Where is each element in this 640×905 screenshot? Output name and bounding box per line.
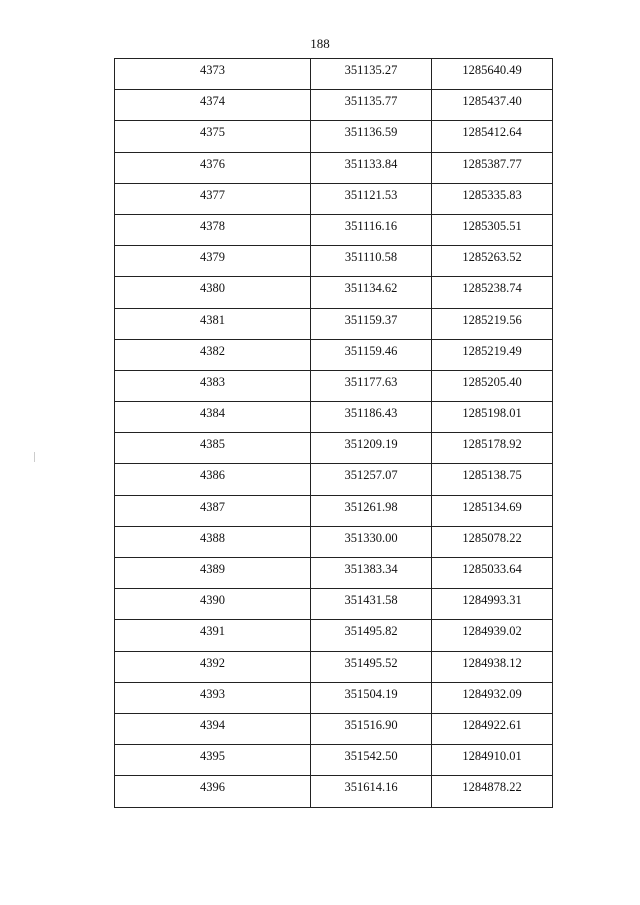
table-row xyxy=(115,402,553,433)
y-coordinate-text: 1285219.56 xyxy=(462,312,522,327)
x-coordinate-text: 351135.27 xyxy=(344,63,398,77)
point-number-text: 4382 xyxy=(200,343,225,358)
x-coordinate-cell xyxy=(311,402,432,433)
point-number-cell xyxy=(115,745,311,776)
x-coordinate-cell xyxy=(311,495,432,526)
y-coordinate-text: 1285238.74 xyxy=(462,281,522,296)
y-coordinate-cell xyxy=(432,308,553,339)
point-number-text: 4389 xyxy=(200,562,225,576)
y-coordinate-text: 1285412.64 xyxy=(462,125,522,140)
x-coordinate-text: 351431.58 xyxy=(344,593,398,608)
y-coordinate-cell xyxy=(432,558,553,589)
y-coordinate-text: 1285640.49 xyxy=(462,63,522,77)
y-coordinate-cell xyxy=(432,152,553,183)
x-coordinate-cell xyxy=(311,526,432,557)
point-number-text: 4374 xyxy=(200,94,225,109)
point-number-cell xyxy=(115,214,311,245)
y-coordinate-text: 1285078.22 xyxy=(462,530,522,545)
y-coordinate-text: 1285387.77 xyxy=(462,156,522,171)
y-coordinate-cell xyxy=(432,651,553,682)
y-coordinate-cell xyxy=(432,464,553,495)
point-number-cell xyxy=(115,651,311,682)
x-coordinate-text: 351177.63 xyxy=(344,374,398,389)
y-coordinate-text: 1285205.40 xyxy=(462,374,522,389)
y-coordinate-text: 1285263.52 xyxy=(462,250,522,265)
x-coordinate-cell xyxy=(311,121,432,152)
margin-mark xyxy=(34,452,35,462)
point-number-text: 4394 xyxy=(200,717,225,732)
x-coordinate-cell xyxy=(311,433,432,464)
point-number-text: 4378 xyxy=(200,218,225,233)
y-coordinate-text: 1285198.01 xyxy=(462,406,522,421)
table-row xyxy=(115,308,553,339)
table-row xyxy=(115,620,553,651)
point-number-text: 4387 xyxy=(200,499,225,514)
point-number-text: 4392 xyxy=(200,655,225,670)
x-coordinate-text: 351134.62 xyxy=(344,281,398,296)
point-number-cell xyxy=(115,495,311,526)
point-number-text: 4395 xyxy=(200,749,225,764)
x-coordinate-text: 351504.19 xyxy=(344,686,398,701)
x-coordinate-cell xyxy=(311,589,432,620)
x-coordinate-cell xyxy=(311,682,432,713)
x-coordinate-text: 351159.46 xyxy=(344,343,398,358)
table-row xyxy=(115,152,553,183)
table-row xyxy=(115,246,553,277)
x-coordinate-cell xyxy=(311,620,432,651)
page-number: 188 xyxy=(310,36,330,51)
y-coordinate-text: 1285033.64 xyxy=(462,562,522,576)
table-row xyxy=(115,370,553,401)
point-number-cell xyxy=(115,402,311,433)
y-coordinate-text: 1285335.83 xyxy=(462,187,522,202)
y-coordinate-cell xyxy=(432,620,553,651)
y-coordinate-cell xyxy=(432,589,553,620)
y-coordinate-text: 1285219.49 xyxy=(462,343,522,358)
x-coordinate-cell xyxy=(311,183,432,214)
y-coordinate-text: 1284922.61 xyxy=(462,717,522,732)
table-row xyxy=(115,651,553,682)
point-number-text: 4385 xyxy=(200,437,225,452)
x-coordinate-text: 351133.84 xyxy=(344,156,398,171)
point-number-text: 4391 xyxy=(200,624,225,639)
y-coordinate-text: 1284910.01 xyxy=(462,749,522,764)
point-number-cell xyxy=(115,620,311,651)
x-coordinate-cell xyxy=(311,558,432,589)
y-coordinate-cell xyxy=(432,745,553,776)
y-coordinate-text: 1285305.51 xyxy=(462,218,522,233)
x-coordinate-text: 351383.34 xyxy=(344,562,398,576)
x-coordinate-cell xyxy=(311,308,432,339)
point-number-text: 4383 xyxy=(200,374,225,389)
table-row xyxy=(115,682,553,713)
y-coordinate-cell xyxy=(432,246,553,277)
table-row xyxy=(115,745,553,776)
x-coordinate-cell xyxy=(311,246,432,277)
point-number-text: 4379 xyxy=(200,250,225,265)
x-coordinate-cell xyxy=(311,713,432,744)
x-coordinate-cell xyxy=(311,214,432,245)
y-coordinate-cell xyxy=(432,183,553,214)
x-coordinate-cell xyxy=(311,90,432,121)
coordinate-table xyxy=(114,58,553,808)
point-number-text: 4373 xyxy=(200,63,225,77)
point-number-cell xyxy=(115,152,311,183)
point-number-text: 4375 xyxy=(200,125,225,140)
y-coordinate-cell xyxy=(432,526,553,557)
y-coordinate-cell xyxy=(432,370,553,401)
x-coordinate-text: 351257.07 xyxy=(344,468,398,483)
x-coordinate-text: 351110.58 xyxy=(344,250,398,265)
point-number-cell xyxy=(115,776,311,807)
point-number-text: 4393 xyxy=(200,686,225,701)
x-coordinate-cell xyxy=(311,464,432,495)
table-row xyxy=(115,183,553,214)
x-coordinate-text: 351136.59 xyxy=(344,125,398,140)
x-coordinate-text: 351116.16 xyxy=(344,218,398,233)
x-coordinate-text: 351516.90 xyxy=(344,717,398,732)
y-coordinate-cell xyxy=(432,339,553,370)
point-number-text: 4386 xyxy=(200,468,225,483)
y-coordinate-cell xyxy=(432,121,553,152)
table-row xyxy=(115,214,553,245)
point-number-cell xyxy=(115,121,311,152)
x-coordinate-text: 351614.16 xyxy=(344,780,398,795)
table-row xyxy=(115,526,553,557)
x-coordinate-cell xyxy=(311,370,432,401)
y-coordinate-cell xyxy=(432,214,553,245)
y-coordinate-text: 1285178.92 xyxy=(462,437,522,452)
y-coordinate-cell xyxy=(432,59,553,90)
table-row xyxy=(115,495,553,526)
table-row xyxy=(115,59,553,90)
x-coordinate-text: 351135.77 xyxy=(344,94,398,109)
table-row xyxy=(115,90,553,121)
x-coordinate-text: 351261.98 xyxy=(344,499,398,514)
y-coordinate-cell xyxy=(432,277,553,308)
x-coordinate-text: 351542.50 xyxy=(344,749,398,764)
x-coordinate-text: 351209.19 xyxy=(344,437,398,452)
x-coordinate-text: 351495.52 xyxy=(344,655,398,670)
table-row xyxy=(115,277,553,308)
point-number-cell xyxy=(115,246,311,277)
table-row xyxy=(115,464,553,495)
y-coordinate-text: 1285134.69 xyxy=(462,499,522,514)
x-coordinate-cell xyxy=(311,651,432,682)
x-coordinate-text: 351186.43 xyxy=(344,406,398,421)
point-number-text: 4390 xyxy=(200,593,225,608)
x-coordinate-text: 351121.53 xyxy=(344,187,398,202)
point-number-text: 4388 xyxy=(200,530,225,545)
point-number-cell xyxy=(115,589,311,620)
x-coordinate-cell xyxy=(311,339,432,370)
point-number-cell xyxy=(115,682,311,713)
point-number-text: 4380 xyxy=(200,281,225,296)
y-coordinate-text: 1284993.31 xyxy=(462,593,522,608)
x-coordinate-text: 351330.00 xyxy=(344,530,398,545)
x-coordinate-text: 351495.82 xyxy=(344,624,398,639)
point-number-cell xyxy=(115,526,311,557)
x-coordinate-text: 351159.37 xyxy=(344,312,398,327)
y-coordinate-cell xyxy=(432,495,553,526)
table-row xyxy=(115,776,553,807)
x-coordinate-cell xyxy=(311,277,432,308)
y-coordinate-cell xyxy=(432,682,553,713)
table-row xyxy=(115,121,553,152)
y-coordinate-text: 1285437.40 xyxy=(462,94,522,109)
point-number-cell xyxy=(115,464,311,495)
point-number-cell xyxy=(115,308,311,339)
x-coordinate-cell xyxy=(311,152,432,183)
y-coordinate-text: 1284938.12 xyxy=(462,655,522,670)
point-number-cell xyxy=(115,370,311,401)
y-coordinate-cell xyxy=(432,776,553,807)
point-number-cell xyxy=(115,713,311,744)
y-coordinate-text: 1284932.09 xyxy=(462,686,522,701)
table-row xyxy=(115,339,553,370)
coordinate-table-body xyxy=(115,59,553,808)
x-coordinate-cell xyxy=(311,745,432,776)
table-row xyxy=(115,589,553,620)
y-coordinate-text: 1284878.22 xyxy=(462,780,522,795)
point-number-cell xyxy=(115,558,311,589)
table-row xyxy=(115,558,553,589)
point-number-cell xyxy=(115,90,311,121)
x-coordinate-cell xyxy=(311,776,432,807)
point-number-text: 4381 xyxy=(200,312,225,327)
table-row xyxy=(115,433,553,464)
y-coordinate-cell xyxy=(432,433,553,464)
table-row xyxy=(115,713,553,744)
point-number-cell xyxy=(115,183,311,214)
point-number-cell xyxy=(115,277,311,308)
point-number-cell xyxy=(115,433,311,464)
point-number-cell xyxy=(115,59,311,90)
point-number-text: 4396 xyxy=(200,780,225,795)
point-number-text: 4384 xyxy=(200,406,225,421)
y-coordinate-cell xyxy=(432,402,553,433)
x-coordinate-cell xyxy=(311,59,432,90)
point-number-text: 4376 xyxy=(200,156,225,171)
y-coordinate-cell xyxy=(432,713,553,744)
point-number-text: 4377 xyxy=(200,187,225,202)
y-coordinate-text: 1285138.75 xyxy=(462,468,522,483)
point-number-cell xyxy=(115,339,311,370)
y-coordinate-text: 1284939.02 xyxy=(462,624,522,639)
y-coordinate-cell xyxy=(432,90,553,121)
